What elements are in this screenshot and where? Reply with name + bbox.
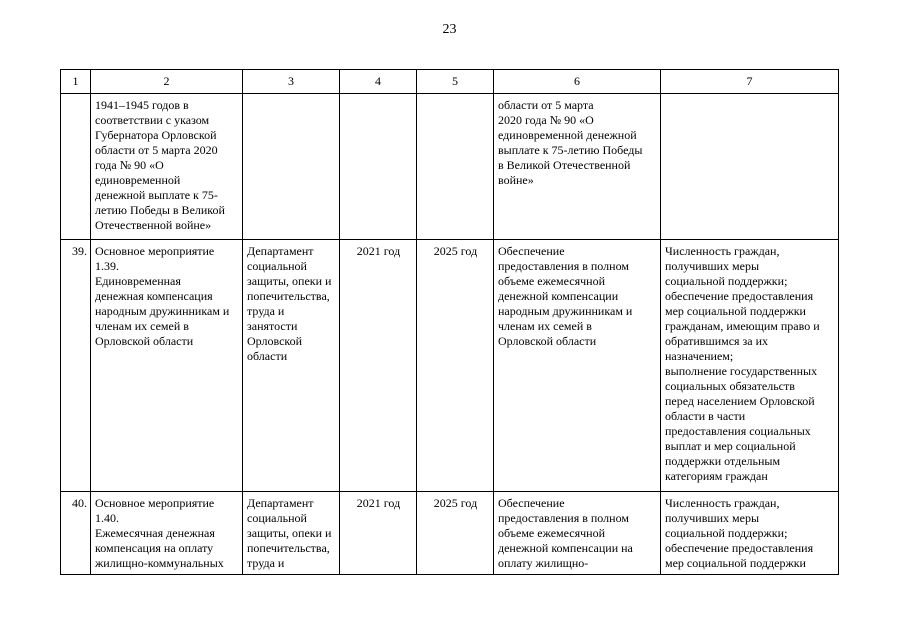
end-year-cell: 2025 год	[417, 492, 494, 575]
table-row	[61, 240, 839, 492]
continuation-executor-cell	[243, 94, 340, 240]
column-header-7: 7	[661, 70, 839, 94]
indicator-cell: Численность граждан, получивших меры социальной поддержки; обеспечение предоставления мер социальной поддержки гражданам, имеющим право и обратившимся за их назначением; выполнение государственных социальных обязательств перед населением Орловской области в части предоставления социальных выплат и мер социальной поддержки отдельным категориям граждан	[661, 240, 839, 492]
result-cell: Обеспечение предоставления в полном объеме ежемесячной денежной компенсации на оплату жилищно-	[494, 492, 661, 575]
continuation-num-cell	[61, 94, 91, 240]
continuation-event-cell: 1941–1945 годов в соответствии с указом Губернатора Орловской области от 5 марта 2020 года № 90 «О единовременной денежной выплате к 75- летию Победы в Великой Отечественной войне»	[91, 94, 243, 240]
row-number: 40.	[61, 492, 91, 575]
event-cell: Основное мероприятие 1.40. Ежемесячная денежная компенсация на оплату жилищно-коммунальных	[91, 492, 243, 575]
table-row-continuation	[61, 94, 839, 240]
column-header-6: 6	[494, 70, 661, 94]
end-year-cell: 2025 год	[417, 240, 494, 492]
table-row	[61, 492, 839, 575]
continuation-start-cell	[340, 94, 417, 240]
event-cell: Основное мероприятие 1.39. Единовременная денежная компенсация народным дружинникам и членам их семей в Орловской области	[91, 240, 243, 492]
continuation-indicator-cell	[661, 94, 839, 240]
continuation-end-cell	[417, 94, 494, 240]
program-table	[60, 69, 839, 575]
continuation-result-cell: области от 5 марта 2020 года № 90 «О единовременной денежной выплате к 75-летию Победы в Великой Отечественной войне»	[494, 94, 661, 240]
result-cell: Обеспечение предоставления в полном объеме ежемесячной денежной компенсации народным дружинникам и членам их семей в Орловской области	[494, 240, 661, 492]
table-header-row	[61, 70, 839, 94]
executor-cell: Департамент социальной защиты, опеки и попечительства, труда и занятости Орловской области	[243, 240, 340, 492]
page-number: 23	[442, 22, 457, 37]
column-header-3: 3	[243, 70, 340, 94]
indicator-cell: Численность граждан, получивших меры социальной поддержки; обеспечение предоставления мер социальной поддержки	[661, 492, 839, 575]
column-header-2: 2	[91, 70, 243, 94]
executor-cell: Департамент социальной защиты, опеки и попечительства, труда и	[243, 492, 340, 575]
column-header-1: 1	[61, 70, 91, 94]
row-number: 39.	[61, 240, 91, 492]
column-header-4: 4	[340, 70, 417, 94]
start-year-cell: 2021 год	[340, 492, 417, 575]
column-header-5: 5	[417, 70, 494, 94]
start-year-cell: 2021 год	[340, 240, 417, 492]
